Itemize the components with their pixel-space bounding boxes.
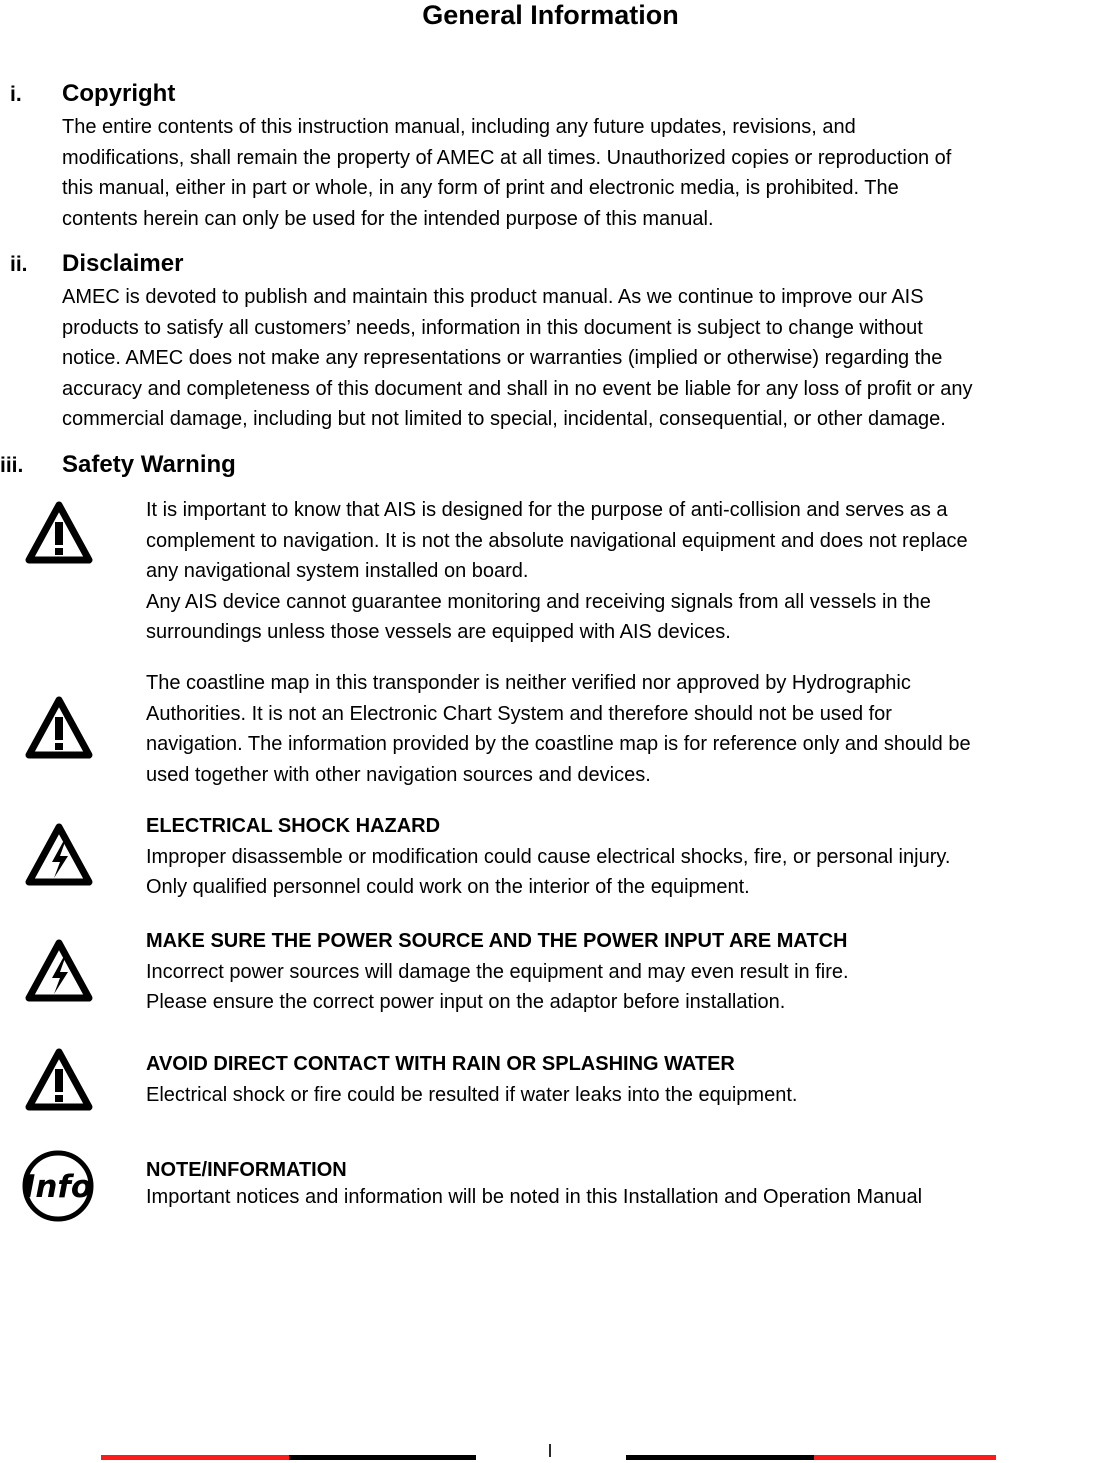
- text-line: navigation. The information provided by the coastline map is for reference only and should be: [146, 733, 971, 755]
- footer-bar-right-red: [814, 1455, 996, 1460]
- text-line: Electrical shock or fire could be resulted if water leaks into the equipment.: [146, 1083, 798, 1106]
- page-number: I: [547, 1441, 553, 1461]
- footer-bar-left-red: [101, 1455, 289, 1460]
- section-title-disclaimer: Disclaimer: [62, 250, 184, 277]
- text-line: Incorrect power sources will damage the equipment and may even result in fire.: [146, 960, 849, 983]
- disclaimer-text: [62, 282, 1101, 435]
- info-icon: [20, 1148, 96, 1224]
- footer-bar-right-black: [626, 1455, 814, 1460]
- warning-text-coastline: [146, 668, 1101, 790]
- text-line: Please ensure the correct power input on the adaptor before installation.: [146, 991, 786, 1013]
- text-line: Only qualified personnel could work on the interior of the equipment.: [146, 876, 750, 898]
- text-line: notice. AMEC does not make any representations or warranties (implied or otherwise) regarding the: [62, 347, 943, 369]
- warning-text-ais: [146, 495, 1101, 648]
- text-line: this manual, either in part or whole, in any form of print and electronic media, is prohibited. The: [62, 177, 899, 199]
- section-number-safety: iii.: [0, 454, 24, 477]
- text-line: It is important to know that AIS is designed for the purpose of anti-collision and serves as a: [146, 499, 948, 521]
- warning-icon: [24, 1045, 94, 1115]
- warning-heading: NOTE/INFORMATION: [146, 1159, 347, 1181]
- warning-text-electrical-shock: [146, 811, 1101, 903]
- warning-icon: [24, 498, 94, 568]
- page-title: General Information: [422, 0, 679, 30]
- warning-icon: [24, 693, 94, 763]
- text-line: accuracy and completeness of this document and shall in no event be liable for any loss of profit or any: [62, 377, 973, 400]
- copyright-text: [62, 112, 1101, 234]
- text-line: products to satisfy all customers’ needs, information in this document is subject to change without: [62, 316, 923, 339]
- text-line: AMEC is devoted to publish and maintain this product manual. As we continue to improve our AIS: [62, 286, 924, 308]
- text-line: Improper disassemble or modification could cause electrical shocks, fire, or personal injury.: [146, 845, 951, 868]
- warning-heading: AVOID DIRECT CONTACT WITH RAIN OR SPLASHING WATER: [146, 1053, 735, 1075]
- text-line: Any AIS device cannot guarantee monitoring and receiving signals from all vessels in the: [146, 590, 931, 613]
- warning-heading: MAKE SURE THE POWER SOURCE AND THE POWER INPUT ARE MATCH: [146, 930, 848, 952]
- text-line: The entire contents of this instruction manual, including any future updates, revisions, and: [62, 116, 856, 138]
- warning-text-water: [146, 1049, 1101, 1110]
- section-number-copyright: i.: [10, 83, 22, 106]
- text-line: Authorities. It is not an Electronic Chart System and therefore should not be used for: [146, 702, 892, 725]
- electrical-hazard-icon: [24, 820, 94, 890]
- text-line: complement to navigation. It is not the absolute navigational equipment and does not replace: [146, 529, 968, 552]
- warning-text-power-source: [146, 926, 1101, 1018]
- warning-heading: ELECTRICAL SHOCK HAZARD: [146, 815, 441, 837]
- section-title-copyright: Copyright: [62, 80, 176, 107]
- svg-text:Info: Info: [23, 1169, 93, 1205]
- section-title-safety: Safety Warning: [62, 451, 236, 478]
- electrical-hazard-icon: [24, 936, 94, 1006]
- footer-bar-left-black: [289, 1455, 476, 1460]
- section-number-disclaimer: ii.: [10, 253, 28, 276]
- note-information: [146, 1157, 1101, 1211]
- text-line: modifications, shall remain the property of AMEC at all times. Unauthorized copies or reproduction of: [62, 146, 952, 169]
- text-line: The coastline map in this transponder is neither verified nor approved by Hydrographic: [146, 672, 911, 694]
- text-line: used together with other navigation sources and devices.: [146, 763, 651, 786]
- text-line: any navigational system installed on board.: [146, 560, 529, 582]
- text-line: surroundings unless those vessels are equipped with AIS devices.: [146, 621, 731, 643]
- text-line: commercial damage, including but not limited to special, incidental, consequential, or other damage.: [62, 408, 946, 430]
- text-line: contents herein can only be used for the intended purpose of this manual.: [62, 207, 714, 230]
- text-line: Important notices and information will be noted in this Installation and Operation Manual: [146, 1186, 923, 1208]
